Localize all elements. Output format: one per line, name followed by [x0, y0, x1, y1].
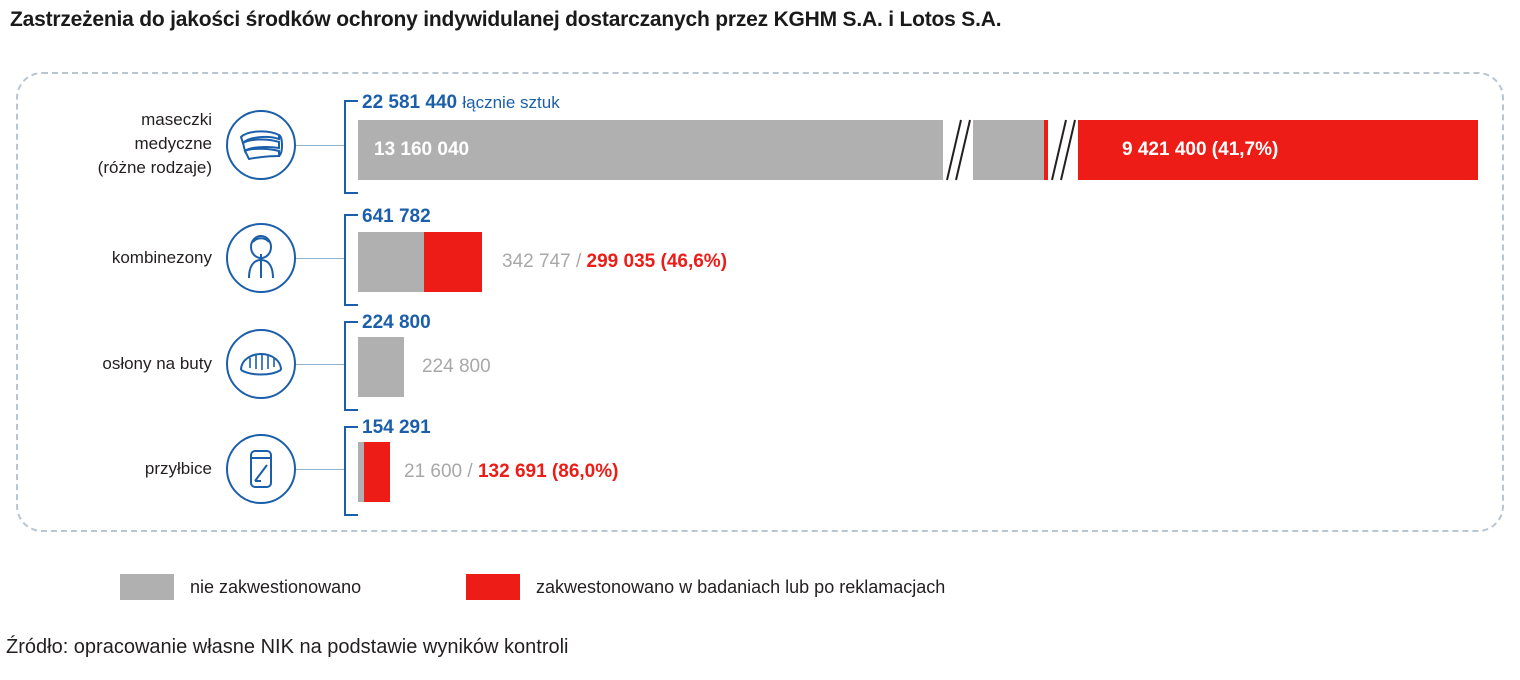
- row-label-line: kombinezony: [111, 248, 212, 267]
- connector-line: [296, 469, 344, 470]
- chart-panel: [16, 72, 1504, 532]
- page-title: Zastrzeżenia do jakości środków ochrony indywidulanej dostarczanych przez KGHM S.A. i Lotos S.A.: [10, 8, 1002, 31]
- value-separator: /: [575, 251, 582, 272]
- row-label: [36, 352, 212, 376]
- bar-value-grey: 13 160 040: [374, 139, 470, 160]
- bar-value-grey: 224 800: [422, 356, 491, 377]
- row-label-line: przyłbice: [144, 459, 212, 478]
- connector-line: [296, 145, 344, 146]
- bar-value-grey: 21 600: [404, 461, 463, 482]
- chart-row: [18, 204, 1502, 324]
- legend-label-red: zakwestonowano w badaniach lub po reklamacjach: [536, 577, 946, 597]
- connector-line: [296, 364, 344, 365]
- row-label: [36, 457, 212, 481]
- total-label: 641 782: [362, 206, 431, 227]
- bar-value-labels: [422, 337, 491, 397]
- coverall-suit-icon: [226, 223, 296, 293]
- total-label: 224 800: [362, 312, 431, 333]
- bar-segment-red: [424, 232, 482, 292]
- value-separator: /: [467, 461, 473, 482]
- bar-segment-grey: [358, 337, 404, 397]
- legend-label-grey: nie zakwestionowano: [190, 577, 362, 597]
- connector-line: [296, 258, 344, 259]
- total-label: 154 291: [362, 417, 431, 438]
- chart-row: [18, 92, 1502, 212]
- legend-swatch-red: [466, 574, 520, 600]
- bar-value-labels: [404, 442, 618, 502]
- face-shield-icon: [226, 434, 296, 504]
- bracket: [344, 214, 358, 306]
- shoe-cover-icon: [226, 329, 296, 399]
- bar-segment-red: [364, 442, 390, 502]
- bar-value-red: 132 691 (86,0%): [477, 461, 619, 482]
- face-mask-icon: [226, 110, 296, 180]
- bar-segment-grey: [358, 232, 424, 292]
- bracket: [344, 100, 358, 194]
- source-note: Źródło: opracowanie własne NIK na podstawie wyników kontroli: [6, 636, 569, 658]
- bracket: [344, 321, 358, 411]
- axis-break-mark: [943, 114, 973, 184]
- bracket: [344, 426, 358, 516]
- total-label: 22 581 440 łącznie sztuk: [362, 92, 560, 113]
- axis-break-mark: [1048, 114, 1078, 184]
- bar-value-red: 9 421 400 (41,7%): [1122, 139, 1279, 160]
- bar-value-grey: 342 747: [502, 251, 571, 272]
- chart-row: [18, 309, 1502, 429]
- row-label: [36, 108, 212, 180]
- row-label: [36, 246, 212, 270]
- row-label-line: maseczki: [141, 110, 212, 129]
- bar-value-labels: [502, 232, 727, 292]
- row-label-line: (różne rodzaje): [97, 158, 212, 177]
- legend: [0, 570, 1520, 610]
- row-label-line: medyczne: [134, 134, 212, 153]
- legend-swatch-grey: [120, 574, 174, 600]
- bar-value-red: 299 035 (46,6%): [586, 251, 728, 272]
- row-label-line: osłony na buty: [102, 354, 212, 373]
- chart-row: [18, 414, 1502, 534]
